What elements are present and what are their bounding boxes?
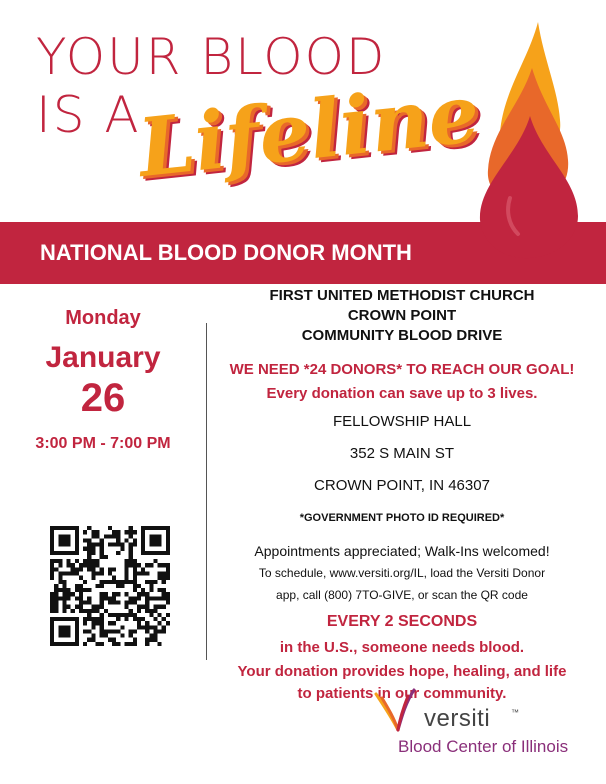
id-requirement: *GOVERNMENT PHOTO ID REQUIRED* [299, 512, 505, 524]
closing-line-2: in the U.S., someone needs blood. [279, 639, 525, 656]
qr-code[interactable] [50, 526, 170, 646]
versiti-logo-wordmark: versiti [424, 705, 491, 732]
event-weekday: Monday [65, 307, 141, 329]
versiti-v-logo-icon [372, 688, 418, 732]
event-time: 3:00 PM - 7:00 PM [35, 435, 171, 452]
street-address: 352 S MAIN ST [349, 445, 455, 462]
closing-line-1: EVERY 2 SECONDS [326, 613, 478, 630]
event-day: 26 [80, 376, 126, 420]
event-details [212, 282, 592, 704]
schedule-line-2: app, call (800) 7TO-GIVE, or scan the QR code [276, 588, 528, 602]
event-date-block [0, 304, 206, 454]
schedule-line-1: To schedule, www.versiti.org/IL, load the Versiti Donor [258, 566, 546, 580]
host-line-1: FIRST UNITED METHODIST CHURCH [269, 287, 535, 304]
blood-drop-flame-icon [470, 20, 590, 260]
event-month: January [45, 341, 161, 374]
donor-goal: WE NEED *24 DONORS* TO REACH OUR GOAL! [229, 361, 575, 378]
appointments-note: Appointments appreciated; Walk-Ins welcomed! [254, 543, 550, 559]
venue-name: FELLOWSHIP HALL [332, 413, 472, 430]
headline-line-1: YOUR BLOOD [36, 28, 387, 86]
trademark-mark: ™ [511, 708, 519, 717]
headline-line-2: IS A [36, 86, 141, 144]
lives-saved-note: Every donation can save up to 3 lives. [266, 385, 538, 402]
host-line-3: COMMUNITY BLOOD DRIVE [301, 327, 503, 344]
headline-script-word: Lifeline [133, 65, 484, 195]
closing-line-3: Your donation provides hope, healing, and life [237, 663, 567, 680]
logo-subtitle: Blood Center of Illinois [398, 737, 569, 756]
column-divider [206, 323, 207, 660]
closing-line-4: to patients in our community. [297, 685, 507, 702]
banner-text: NATIONAL BLOOD DONOR MONTH [40, 240, 412, 265]
host-line-2: CROWN POINT [347, 307, 457, 324]
city-address: CROWN POINT, IN 46307 [314, 477, 490, 494]
